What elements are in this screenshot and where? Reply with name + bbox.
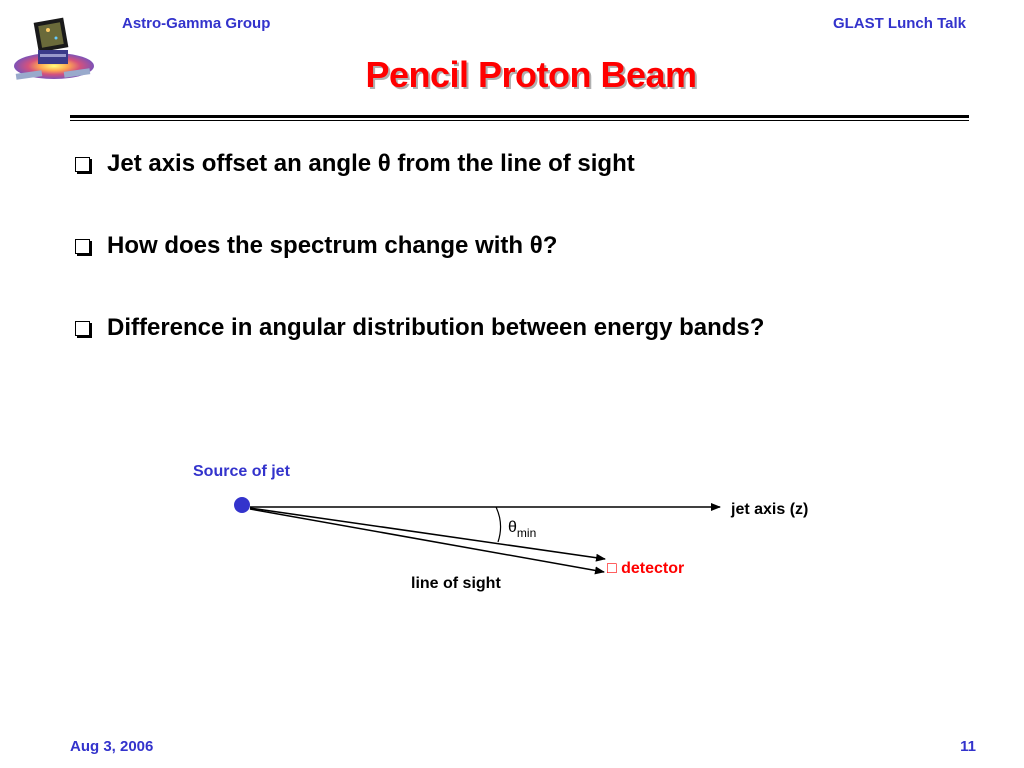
source-label: Source of jet — [193, 463, 290, 480]
theta-subscript: min — [516, 526, 537, 540]
theta-angle-arc — [496, 507, 501, 542]
jet-axis-label: jet axis (z) — [731, 501, 809, 518]
theta-symbol: θ — [508, 519, 517, 536]
theta-min-label — [508, 519, 536, 540]
page-number: 11 — [960, 738, 976, 755]
bullet-text: Jet axis offset an angle θ from the line of sight — [107, 150, 635, 177]
detector-label: □ detector — [607, 560, 685, 577]
bullet-text: Difference in angular distribution between energy bands? — [107, 314, 765, 341]
bullet-text: How does the spectrum change with θ? — [107, 232, 558, 259]
line-of-sight-arrow — [250, 509, 604, 572]
header-group-name: Astro-Gamma Group — [122, 15, 271, 32]
jet-source-dot — [234, 497, 250, 513]
slide-title: Pencil Proton Beam — [365, 54, 697, 95]
header-talk-name: GLAST Lunch Talk — [832, 15, 966, 32]
theta-min-arrow — [250, 508, 605, 559]
footer-date: Aug 3, 2006 — [70, 738, 154, 755]
line-of-sight-label: line of sight — [411, 575, 501, 592]
